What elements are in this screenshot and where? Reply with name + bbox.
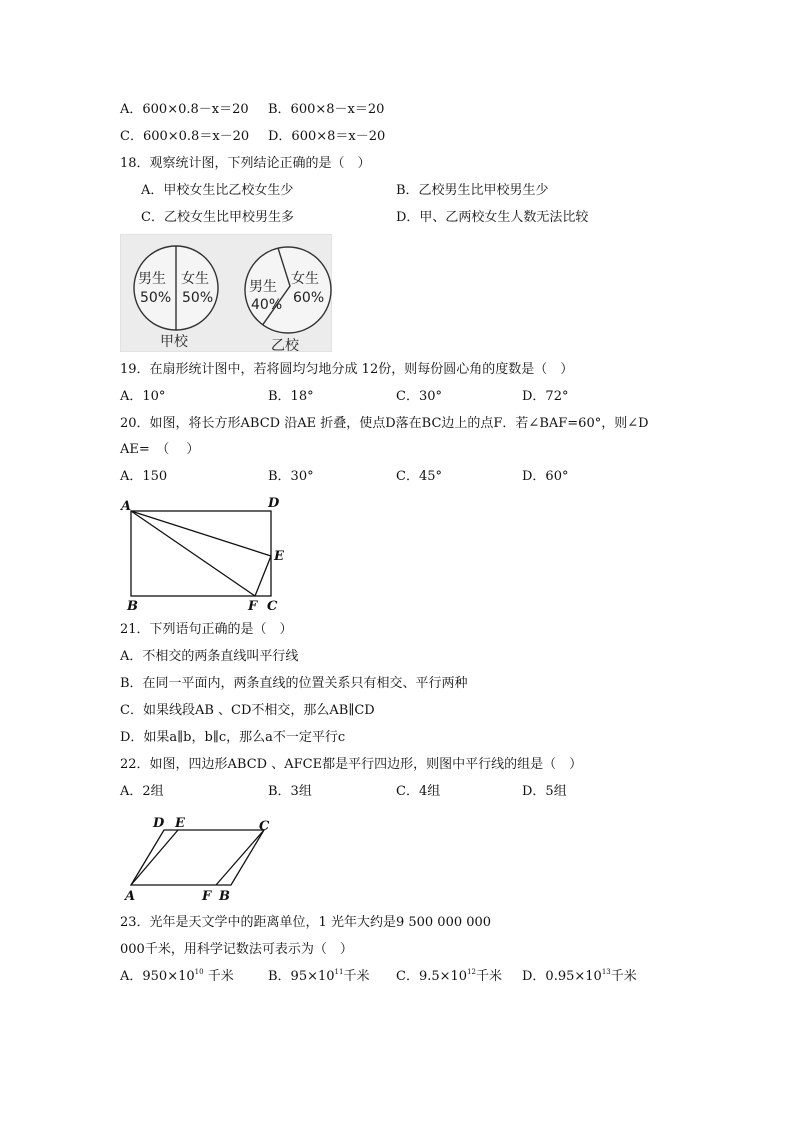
q18-option-d: D．甲、乙两校女生人数无法比较 xyxy=(396,210,589,225)
school-yi-boys-label: 男生 xyxy=(249,279,277,295)
q23-option-d xyxy=(522,968,637,986)
q23-c-exponent: 12 xyxy=(467,968,476,976)
label-f: F xyxy=(202,889,212,904)
label-d: D xyxy=(153,816,165,831)
q23-stem-line2: 000千米，用科学记数法可表示为（ ） xyxy=(120,942,353,957)
q18-option-c: C．乙校女生比甲校男生多 xyxy=(141,210,294,225)
q23-d-unit: 千米 xyxy=(610,969,637,984)
q23-a-exponent: 10 xyxy=(194,968,204,976)
label-e: E xyxy=(274,549,284,564)
q23-b-exponent: 11 xyxy=(334,968,344,976)
q22-stem: 22．如图，四边形ABCD 、AFCE都是平行四边形，则图中平行线的组是（ ） xyxy=(120,757,583,772)
q20-option-b: B．30° xyxy=(268,469,314,484)
q18-option-b: B．乙校男生比甲校男生少 xyxy=(396,183,549,198)
label-a: A xyxy=(121,499,132,514)
q21-stem: 21．下列语句正确的是（ ） xyxy=(120,622,293,637)
segment-ae xyxy=(131,511,271,556)
q18-stem: 18．观察统计图，下列结论正确的是（ ） xyxy=(120,156,371,171)
school-jia-boys-label: 男生 xyxy=(138,271,166,287)
school-yi-boys-pct: 40% xyxy=(251,297,283,313)
q21-option-c: C．如果线段AB 、CD不相交，那么AB∥CD xyxy=(120,703,375,718)
segment-fe xyxy=(255,556,271,596)
label-b: B xyxy=(127,599,138,614)
q22-option-a: A．2组 xyxy=(120,784,164,799)
q23-b-base: B．95×10 xyxy=(268,969,335,984)
q20-stem-line2: AE= （ ） xyxy=(120,442,200,457)
q21-option-a: A．不相交的两条直线叫平行线 xyxy=(120,649,299,664)
q22-parallelogram-figure xyxy=(118,812,278,904)
q23-c-base: C．9.5×10 xyxy=(396,969,468,984)
segment-ae xyxy=(131,830,178,885)
q23-option-b xyxy=(268,968,369,986)
q17-option-b: B．600×8－x＝20 xyxy=(268,102,385,117)
school-yi-caption: 乙校 xyxy=(271,338,299,352)
q20-option-d: D．60° xyxy=(522,469,569,484)
q18-pie-figure xyxy=(120,234,332,352)
q23-c-unit: 千米 xyxy=(475,969,502,984)
school-jia-girls-pct: 50% xyxy=(182,290,214,306)
label-a: A xyxy=(125,889,136,904)
q23-stem-line1: 23．光年是天文学中的距离单位，1 光年大约是9 500 000 000 xyxy=(120,915,492,930)
q20-option-a: A．150 xyxy=(120,469,168,484)
parallelogram-abcd xyxy=(131,830,264,885)
label-f: F xyxy=(248,599,258,614)
q22-option-d: D．5组 xyxy=(522,784,567,799)
rectangle-abcd xyxy=(131,511,271,596)
q17-option-c: C．600×0.8＝x－20 xyxy=(120,129,250,144)
school-yi-girls-pct: 60% xyxy=(293,290,325,306)
q21-option-d: D．如果a∥b，b∥c，那么a不一定平行c xyxy=(120,730,346,745)
school-jia-caption: 甲校 xyxy=(160,334,188,350)
q19-option-b: B．18° xyxy=(268,389,314,404)
label-e: E xyxy=(175,816,185,831)
q22-option-c: C．4组 xyxy=(396,784,441,799)
q20-stem-line1: 20．如图，将长方形ABCD 沿AE 折叠，使点D落在BC边上的点F．若∠BAF=60°，则∠D xyxy=(120,416,649,431)
label-c: C xyxy=(267,599,278,614)
q23-a-base: A．950×10 xyxy=(120,969,195,984)
label-c: C xyxy=(259,819,270,834)
label-b: B xyxy=(219,889,230,904)
q18-option-a: A．甲校女生比乙校女生少 xyxy=(141,183,294,198)
school-yi-girls-label: 女生 xyxy=(291,271,319,287)
q23-a-unit: 千米 xyxy=(203,969,234,984)
q19-stem: 19．在扇形统计图中，若将圆均匀地分成 12份，则每份圆心角的度数是（ ） xyxy=(120,362,574,377)
q22-option-b: B．3组 xyxy=(268,784,312,799)
q19-option-a: A．10° xyxy=(120,389,166,404)
q20-rectangle-figure xyxy=(118,493,298,615)
segment-fc xyxy=(216,830,264,885)
school-jia-boys-pct: 50% xyxy=(140,290,172,306)
label-d: D xyxy=(268,496,280,511)
segment-af xyxy=(131,511,255,596)
q20-option-c: C．45° xyxy=(396,469,442,484)
q23-option-a xyxy=(120,968,234,986)
q23-d-exponent: 13 xyxy=(601,968,611,976)
q19-option-c: C．30° xyxy=(396,389,442,404)
q23-b-unit: 千米 xyxy=(343,969,370,984)
q17-option-a: A．600×0.8－x＝20 xyxy=(120,102,249,117)
school-jia-girls-label: 女生 xyxy=(181,271,209,287)
q19-option-d: D．72° xyxy=(522,389,569,404)
q21-option-b: B．在同一平面内，两条直线的位置关系只有相交、平行两种 xyxy=(120,676,468,691)
q23-option-c xyxy=(396,968,502,986)
q23-d-base: D．0.95×10 xyxy=(522,969,602,984)
q17-option-d: D．600×8＝x－20 xyxy=(268,129,386,144)
